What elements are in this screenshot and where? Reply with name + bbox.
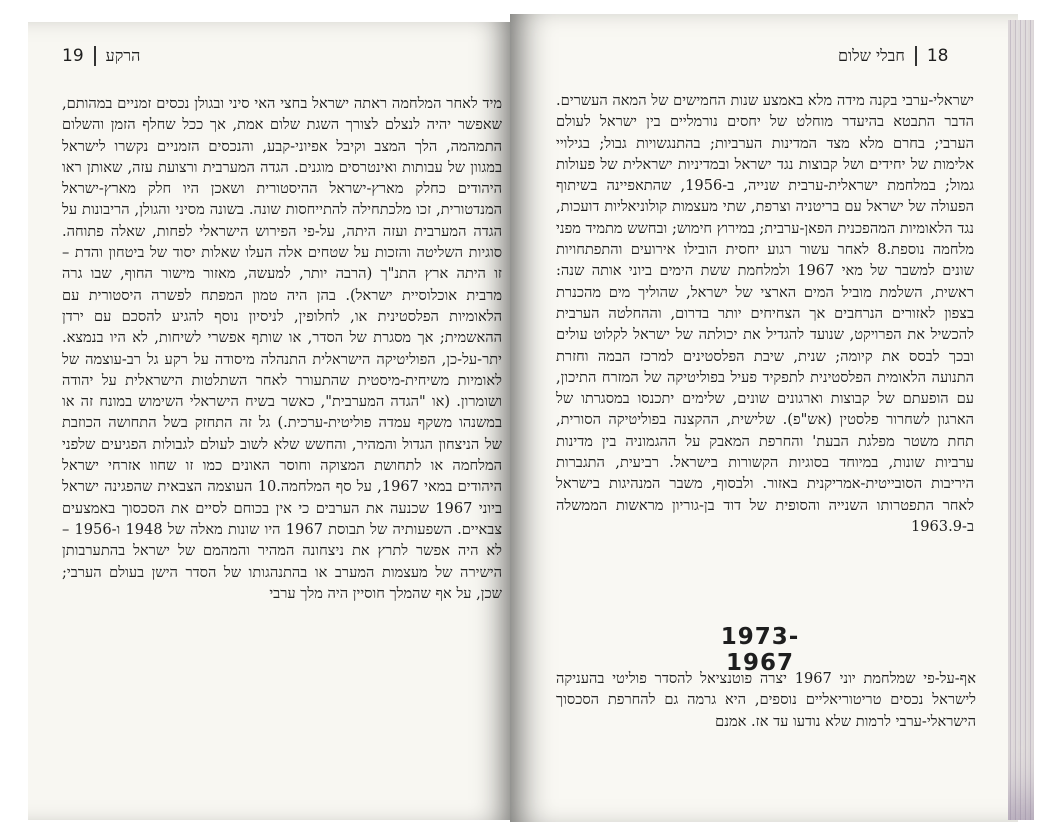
right-running-head-title: חבלי שלום [838, 46, 905, 65]
running-head-divider [915, 46, 917, 66]
left-page-body [62, 93, 502, 813]
running-head-divider [94, 46, 96, 66]
right-section-text: אף-על-פי שמלחמת יוני 1967 יצרה פוטנציאל להסדר פוליטי בהעניקה לישראל נכסים טריטוריאליים נוספים, היא גרמה גם להחרפת הסכסוך הישראלי-ערבי לרמות שלא נודעו עד אז. אמנם [556, 670, 976, 730]
right-body-text: ישראלי-ערבי בקנה מידה מלא באמצע שנות החמישים של המאה העשרים. הדבר התבטא בהיעדר מוחלט של יחסים נורמליים בין ישראל לעולם הערבי; בחרם מלא מצד המדינות הערביות; בהתנגשויות גבול; בגילויי אלימות של יחידים ושל קבוצות נגד ישראל ובמדיניות ישראלית של פעולות גמול; במלחמת ישראלית-ערבית שנייה, ב-1956, שהתאפיינה בשיתוף הפעולה של ישראל עם בריטניה וצרפת, שתי מעצמות קולוניאליות דועכות, נגד הלאומיות המהפכנית הפאן-ערבית; במירוץ חימוש; ובחשש מתמיד מפני מלחמה נוספת.8 לאחר עשור רגוע יחסית הובילו אירועים והתפתחויות שונים למשבר של מאי 1967 ולמלחמת ששת הימים ביוני אותה שנה: ראשית, השלמת מוביל המים הארצי של ישראל, שהוליך מים מהכנרת בצפון לאזורים הנרחבים אך הצחיחים יותר בדרום, וההחלטה הערבית להכשיל את הפרויקט, שנועד להגדיל את יכולתה של ישראל לקלוט עולים ובכך לבסס את קיומה; שנית, שיבת הפלסטינים למרכז הבמה וחזרת התנועה הלאומית הפלסטינית לתפקיד פעיל בפוליטיקה של המזרח התיכון, עם הופעתם של קבוצות וארגונים שונים, שלימים יתכנסו במסגרתו של הארגון לשחרור פלסטין (אש"פ). שלישית, ההקצנה בפוליטיקה הסורית, תחת משטר מפלגת הבעת' והחרפת המאבק על ההגמוניה בין מדינות ערביות שונות, במיוחד בסוגיות הקשורות בישראל. רביעית, התגברות היריבות הסובייטית-אמריקנית באזור. ולבסוף, משבר המנהיגות בישראל לאחר התפטרותו השנייה והסופית של דוד בן-גוריון מראשות הממשלה ב-1963.9 [556, 92, 974, 535]
right-page-body [556, 90, 974, 588]
right-page-number: 18 [926, 46, 949, 66]
right-running-head [838, 46, 948, 66]
right-page-section-body [556, 668, 976, 738]
left-running-head [62, 46, 140, 66]
left-running-head-title: הרקע [105, 46, 141, 65]
section-heading: 1973-1967 [720, 624, 800, 676]
left-body-text: מיד לאחר המלחמה ראתה ישראל בחצי האי סיני ובגולן נכסים זמניים במהותם, שאפשר יהיה לנצלם לצורך השגת שלום אמת, אך ככל שחלף הזמן והשלום התמהמה, הלך המצב וקיבל אפיוני-קבע, והנכסים הזמניים נקשרו לישראל במגוון של עבותות ואינטרסים מוגנים. הגדה המערבית ורצועת עזה, שאותן ראו היהודים כחלק מארץ-ישראל ההיסטורית ושאכן היו חלק מארץ-ישראל המנדטורית, זכו מלכתחילה להתייחסות שונה. בשונה מסיני והגולן, הריבונות על הגדה המערבית ועזה היתה, על-פי הפירוש הישראלי לפחות, שאלה פתוחה. סוגיות השליטה והזכות על שטחים אלה העלו שאלות יסוד של ביטחון והדת – זו היתה ארץ התנ"ך (הרבה יותר, למעשה, מאזור מישור החוף, שבו גרה מרבית אוכלוסיית ישראל). בהן היה טמון המפתח לפשרה היסטורית עם הלאומיות הפלסטינית או, לחלופין, לניסיון נוסף להגיע להסכם עם ירדן ההאשמית; אך מסגרת של הסדר, או שותף אפשרי לשיחות, לא היו בנמצא. יתר-על-כן, הפוליטיקה הישראלית התנהלה מיסודה על רקע גל רב-עוצמה של לאומיות משיחית-מיסטית שהתעורר לאחר השתלטות הישראלית על יהודה ושומרון. (או "הגדה המערבית", כאשר בשיח הישראלי השימוש במונח זה או במשנהו משקף עמדה פוליטית-ערכית.) גל זה התחזק בשל התחושה הכוזבת של הניצחון הגדול והמהיר, והחשש שלא לשוב לעולם לגבולות הפגיעים שלפני המלחמה או לתחושת המצוקה וחוסר האונים כמו זו שחוו אזרחי ישראל היהודים במאי 1967, על סף המלחמה.10 העוצמה הצבאית שהפגינה ישראל ביוני 1967 שכנעה את הערבים כי אין בכוחם לסיים את הסכסוך באמצעים צבאיים. השפעותיה של תבוסת 1967 היו שונות מאלה של 1948 ו-1956 – לא היה אפשר לתרץ את ניצחונה המהיר והמהמם של ישראל בהתערבותן הישירה של מעצמות המערב או בהתנהגותו של הסדר הישן בעולם הערבי; שכן, על אף שהמלך חוסיין היה מלך ערבי [62, 95, 502, 602]
left-page-number: 19 [62, 46, 84, 66]
page-edges [1008, 20, 1034, 820]
